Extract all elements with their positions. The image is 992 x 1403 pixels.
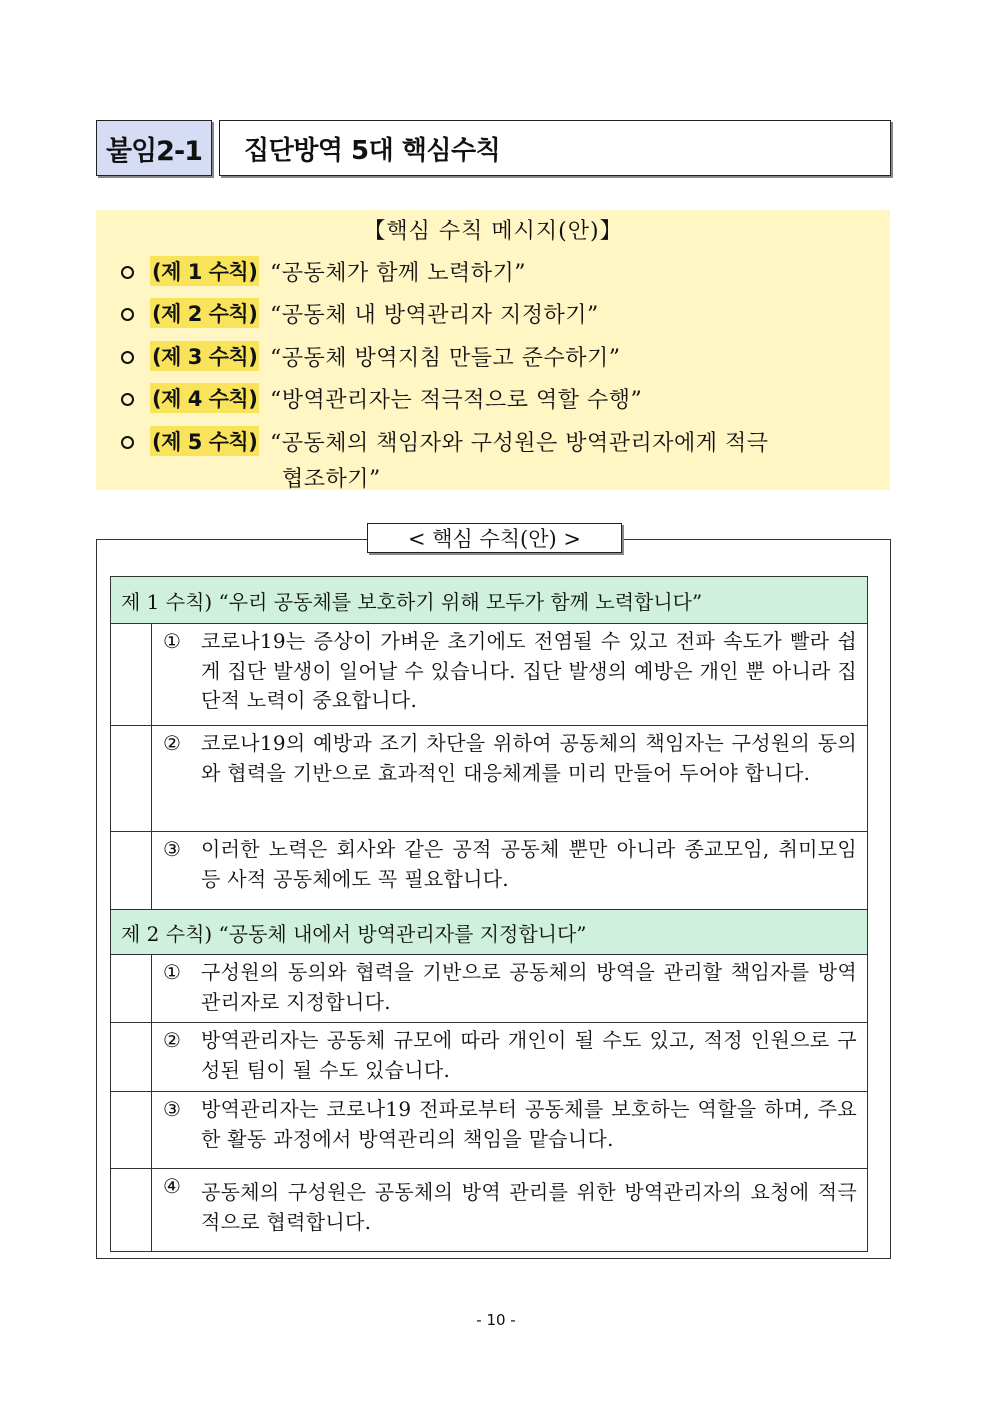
rule-heading-text: 제 2 수칙) “공동체 내에서 방역관리자를 지정합니다”: [121, 921, 587, 946]
rule-tag: (제 3 수칙): [150, 341, 259, 371]
row-gutter: [111, 725, 152, 831]
item-number: ③: [163, 1097, 181, 1121]
message-text: “공동체의 책임자와 구성원은 방역관리자에게 적극: [270, 431, 769, 456]
item-text: 코로나19는 증상이 가벼운 초기에도 전염될 수 있고 전파 속도가 빨라 쉽게 집단 발생이 일어날 수 있습니다. 집단 발생의 예방은 개인 뿐 아니라 집단적 노력이 중요합니다.: [201, 629, 857, 712]
message-text: “공동체 내 방역관리자 지정하기”: [270, 303, 599, 328]
rule-row: [110, 1022, 868, 1092]
item-text: 이러한 노력은 회사와 같은 공적 공동체 뿐만 아니라 종교모임, 취미모임 등 사적 공동체에도 꼭 필요합니다.: [201, 837, 857, 891]
row-gutter: [111, 954, 152, 1022]
rule-heading-text: 제 1 수칙) “우리 공동체를 보호하기 위해 모두가 함께 노력합니다”: [121, 589, 703, 614]
bullet-icon: [121, 266, 134, 279]
row-gutter: [111, 623, 152, 725]
item-text: 공동체의 구성원은 공동체의 방역 관리를 위한 방역관리자의 요청에 적극적으로 협력합니다.: [201, 1180, 857, 1234]
item-text: 방역관리자는 공동체 규모에 따라 개인이 될 수도 있고, 적정 인원으로 구성된 팀이 될 수도 있습니다.: [201, 1028, 857, 1082]
rule-row: [110, 831, 868, 910]
item-number: ②: [163, 731, 181, 755]
bullet-icon: [121, 436, 134, 449]
message-text: “공동체가 함께 노력하기”: [270, 261, 527, 286]
message-text: “공동체 방역지침 만들고 준수하기”: [270, 346, 621, 371]
row-gutter: [111, 1168, 152, 1251]
rule-tag: (제 4 수칙): [150, 383, 259, 413]
rule-heading: [110, 909, 868, 955]
key-message-header: 【핵심 수칙 메시지(안)】: [363, 219, 623, 244]
rule-row: [110, 1091, 868, 1169]
message-text-continued: 협조하기”: [282, 467, 381, 492]
page-title: 집단방역 5대 핵심수칙: [219, 120, 891, 176]
bullet-icon: [121, 393, 134, 406]
rule-tag: (제 5 수칙): [150, 426, 259, 456]
rule-tag: (제 1 수칙): [150, 256, 259, 286]
page-number: - 10 -: [476, 1311, 516, 1329]
rule-row: [110, 623, 868, 726]
item-number: ①: [163, 960, 181, 984]
item-number: ②: [163, 1028, 181, 1052]
key-message-box: [96, 210, 890, 490]
row-gutter: [111, 1091, 152, 1168]
attachment-label: 붙임2-1: [96, 120, 212, 176]
bullet-icon: [121, 308, 134, 321]
item-number: ④: [163, 1174, 181, 1198]
rule-row: [110, 1168, 868, 1252]
rule-heading: [110, 576, 868, 624]
row-gutter: [111, 831, 152, 909]
item-number: ③: [163, 837, 181, 861]
message-text: “방역관리자는 적극적으로 역할 수행”: [270, 388, 643, 413]
core-rules-title: < 핵심 수칙(안) >: [367, 523, 622, 553]
item-number: ①: [163, 629, 181, 653]
rule-row: [110, 725, 868, 832]
rule-row: [110, 954, 868, 1023]
item-text: 구성원의 동의와 협력을 기반으로 공동체의 방역을 관리할 책임자를 방역관리자로 지정합니다.: [201, 960, 857, 1014]
row-gutter: [111, 1022, 152, 1091]
rule-tag: (제 2 수칙): [150, 298, 259, 328]
bullet-icon: [121, 351, 134, 364]
item-text: 방역관리자는 코로나19 전파로부터 공동체를 보호하는 역할을 하며, 주요한 활동 과정에서 방역관리의 책임을 맡습니다.: [201, 1097, 857, 1151]
item-text: 코로나19의 예방과 조기 차단을 위하여 공동체의 책임자는 구성원의 동의와 협력을 기반으로 효과적인 대응체계를 미리 만들어 두어야 합니다.: [201, 731, 857, 785]
